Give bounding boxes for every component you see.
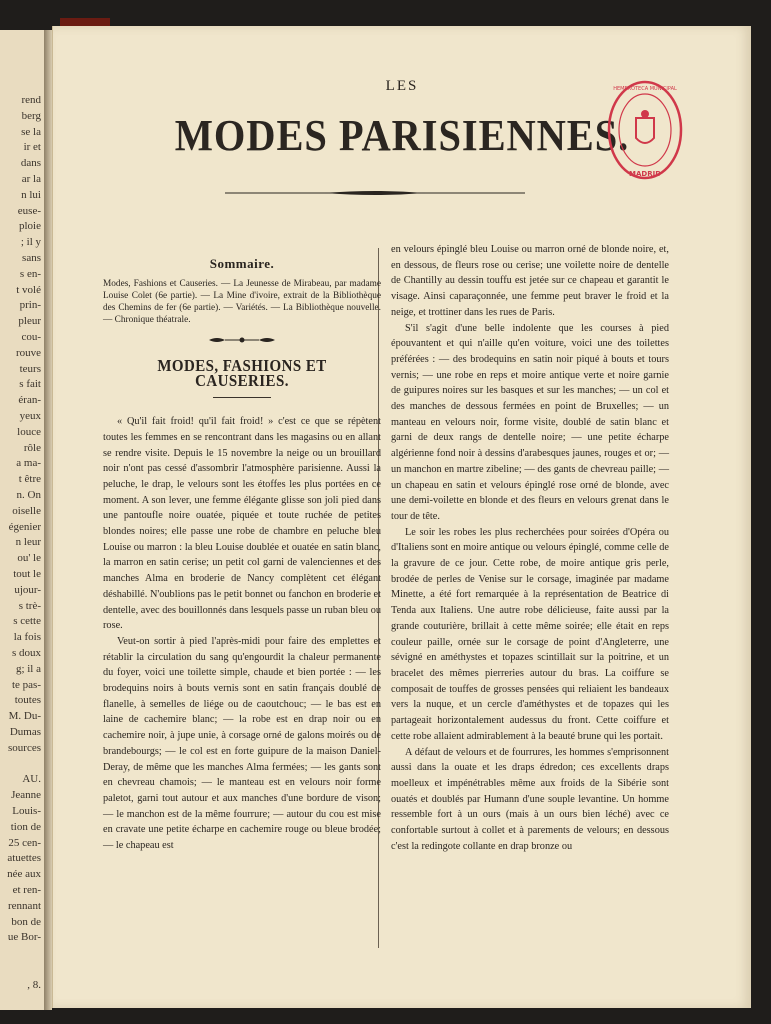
left-page-fragment: n. On	[16, 489, 41, 501]
left-page-fragment: éran-	[18, 394, 41, 407]
left-page-edge	[0, 30, 45, 1010]
left-page-fragment: s trè-	[18, 599, 41, 612]
paragraph: Veut-on sortir à pied l'après-midi pour faire des emplettes et rétablir la circulation du sang qu'engourdit la chaleur permanente du foyer, voici une toilette simple, chaude et bien portée : — les brodequins noirs à bouts vernis sont en satin français doublé de flanelle, à semelles de liége ou de caoutchouc; — le bas est en laine de cachemire blanc; — la robe est en drap noir ou en cachemire noir, à jupe unie, à corsage orné de galons moirés ou de brandebourgs; — le col est en forte guipure de la maison Daniel-Deray, de même que les manches Alma fermées; — les gants sont en chevreau chamois; — le manteau est en velours noir forme paletot, garni tout autour et aux manches d'une bordure de vison; — le manchon est de la même fourrure; — autour du cou est mise en cravate une petite écharpe en cachemire rouge ou bleue brodée; — le chapeau est	[103, 635, 381, 852]
left-page-fragment: n leur	[15, 536, 41, 549]
paragraph: en velours épinglé bleu Louise ou marron orné de blonde noire, et, en dessous, de fleurs rose ou cerise; une voilette noire de dentelle de Chantilly au dessin touffu est jetée sur ce chapeau et garantit le visage. Ainsi caparaçonnée, une femme peut braver le froid et la neige, et trottiner dans les rues de Paris.	[391, 244, 669, 318]
left-page-fragment: Jeanne	[11, 789, 41, 802]
left-page-fragment: ploie	[19, 220, 41, 233]
left-page-fragment: Dumas	[9, 726, 41, 738]
left-page-fragment: prin-	[19, 299, 41, 312]
masthead-title: MODES PARISIENNES.	[174, 111, 630, 160]
title-rule	[213, 397, 271, 398]
sommaire-title: Sommaire.	[209, 256, 275, 271]
left-page-fragment: M. Du-	[8, 710, 41, 723]
column-right	[391, 242, 669, 854]
left-page-fragment: bon de	[11, 915, 41, 928]
left-page-fragment: sources	[8, 741, 41, 754]
masthead-les: LES	[385, 78, 419, 94]
paragraph: « Qu'il fait froid! qu'il fait froid! » c'est ce que se répètent toutes les femmes en se rencontrant dans les magasins ou en allant se rendre visite. Depuis le 15 novembre la neige ou un brouillard noir n'ont pas cessé d'assombrir l'atmosphère parisienne. Aussi la peluche, le drap, le velours sont les étoffes les plus portées en ce moment. A son lever, une femme élégante glisse son joli pied dans une pantoufle noire ouatée, piquée et toute ruchée de petites blondes noires; elle passe une robe de chambre en peluche bleu Louise ou marron : la bleu Louise doublée et ouatée en satin blanc, la marron en satin cerise; un petit col garni de valenciennes et des manches Alma en broderie de Nancy complètent cet élégant déshabillé. N'oublions pas le petit bonnet ou fanchon en broderie et dentelle, avec des bouillonnés dans lesquels passe un ruban bleu ou rose.	[103, 416, 381, 632]
left-page-fragment: AU.	[22, 773, 41, 786]
left-page-fragment: ; il y	[20, 236, 41, 249]
ornamental-rule	[225, 190, 525, 196]
paragraph: Le soir les robes les plus recherchées pour soirées d'Opéra ou d'Italiens sont en moire antique ou velours épinglé, comme celle de la gravure de ce jour. Cette robe, de moire antique gris perle, brodée de perles de Venise sur le corsage, imaginée par madame Minette, a été fort remarquée à la représentation de Beatrice di Tenda aux Italiens. Une autre robe délicieuse, faite aussi par la grande couturière, brillait à cette même soirée; elle était en reps couleur paille, ornée sur le corsage de point d'Angleterre, une sévigné en améthystes et topazes scintillait sur la poitrine, et un bracelet des mêmes pierreries autour du bras. La coiffure se composait de touffes de grosses pensées qui reliaient les bandeaux vers la nuque, et un cercle d'améthystes et de topazes qui les partageait horizontalement audessus du front. Cette coiffure et cette robe allaient admirablement à la beauté brune qui les portait.	[391, 526, 669, 742]
left-page-fragment: toutes	[14, 694, 41, 707]
left-page-fragment: rôle	[23, 441, 41, 454]
left-page-fragment: t être	[18, 473, 41, 486]
left-page-fragment: n lui	[21, 188, 41, 201]
left-page-fragment: euse-	[17, 204, 41, 217]
paragraph: S'il s'agit d'une belle indolente que les courses à pied épouvantent et qui n'aille qu'en voiture, voici une des toilettes préférées : — des brodequins en satin noir piqué à bouts et tours vernis; — une robe en reps et moire antique verte et noire garnie de guipures noires sur les basques et sur les manches; — un col et des manches de dessous fermées en point de Bruxelles; — un manteau en velours noir, forme visite, doublé de satin blanc et garni de deux rangs de dentelle noire; — une petite écharpe algérienne fond noir à dessins d'arabesques jaunes, rouges et or; — un manchon en martre zibeline; — des gants de chevreau paille; — un chapeau en satin et velours épinglé rose orné de blonde, avec une demi-voilette en blonde et des fleurs en velours grenat dans le tour de tête.	[391, 322, 669, 522]
left-page-fragment: t volé	[16, 283, 41, 296]
left-page-fragment: ue Bor-	[7, 931, 41, 944]
left-page-fragment: te pas-	[11, 678, 41, 691]
left-page-fragment: ar la	[21, 173, 41, 185]
library-stamp-icon	[606, 78, 684, 182]
left-page-fragment: Louis-	[12, 805, 41, 817]
ornament-icon	[207, 336, 277, 344]
left-page-fragment: la fois	[13, 631, 41, 644]
left-page-fragment: a ma-	[16, 457, 41, 470]
left-page-fragment: tion de	[10, 820, 41, 833]
left-page-fragment: se la	[21, 125, 41, 138]
left-page-fragment: ir et	[23, 141, 41, 154]
left-page-fragment: égenier	[8, 520, 41, 533]
left-page-fragment: ou' le	[17, 552, 41, 565]
paragraph: A défaut de velours et de fourrures, les hommes s'emprisonnent aussi dans la ouate et les draps édredon; ces excellents draps moelleux et impénétrables même aux froids de la Sibérie sont ouatés et doublés par Humann d'une souple levantine. Un homme ressemble fort à un ours (mais à un ours bien léché) avec ce confortable surtout à collet et à parements de velours; en dessous c'est la redingote collante en drap bronze ou	[391, 746, 669, 852]
left-page-fragment: s fait	[19, 378, 41, 391]
stamp-city: MADRID	[629, 170, 661, 178]
left-page-fragment: rennant	[8, 899, 41, 912]
left-page-fragment: pleur	[18, 315, 41, 328]
left-page-fragment: dans	[20, 157, 41, 170]
left-page-fragment: s doux	[11, 647, 41, 659]
left-page-fragment: louce	[17, 425, 41, 438]
left-page-fragment: atuettes	[7, 852, 41, 865]
sommaire-text: Modes, Fashions et Causeries. — La Jeunesse de Mirabeau, par madame Louise Colet (6e partie). — La Mine d'ivoire, extrait de la Bibliothèque des Chemins de fer (6e partie). — Variétés. — La Bibliothèque nouvelle. — Chronique théatrale.	[103, 278, 381, 325]
left-page-fragment: et ren-	[12, 884, 41, 896]
left-page-fragment: rouve	[15, 346, 41, 359]
left-page-fragment: sans	[22, 252, 41, 264]
left-page-fragment: rend	[21, 94, 41, 106]
book-spine	[44, 30, 52, 1010]
article-title: MODES, FASHIONS ET CAUSERIES.	[157, 355, 327, 391]
left-page-fragment: berg	[21, 109, 41, 122]
left-page-fragment: cou-	[21, 331, 41, 343]
left-page-fragment: , 8.	[27, 978, 41, 991]
left-page-fragment: teurs	[19, 362, 41, 375]
journal-page	[52, 26, 751, 1008]
left-page-fragment: 25 cen-	[8, 836, 41, 849]
left-page-fragment: s en-	[19, 267, 41, 280]
left-page-fragment: tout le	[13, 568, 41, 580]
left-page-fragment: née aux	[7, 868, 41, 881]
left-page-fragment: s cette	[13, 615, 41, 628]
left-page-fragment: g; il a	[15, 662, 41, 675]
column-left	[103, 256, 381, 854]
left-page-fragment: yeux	[19, 410, 41, 422]
stamp-text: HEMEROTECA MUNICIPAL	[613, 86, 677, 92]
left-page-fragment: ujour-	[14, 583, 41, 596]
left-page-fragment: oiselle	[12, 504, 41, 517]
